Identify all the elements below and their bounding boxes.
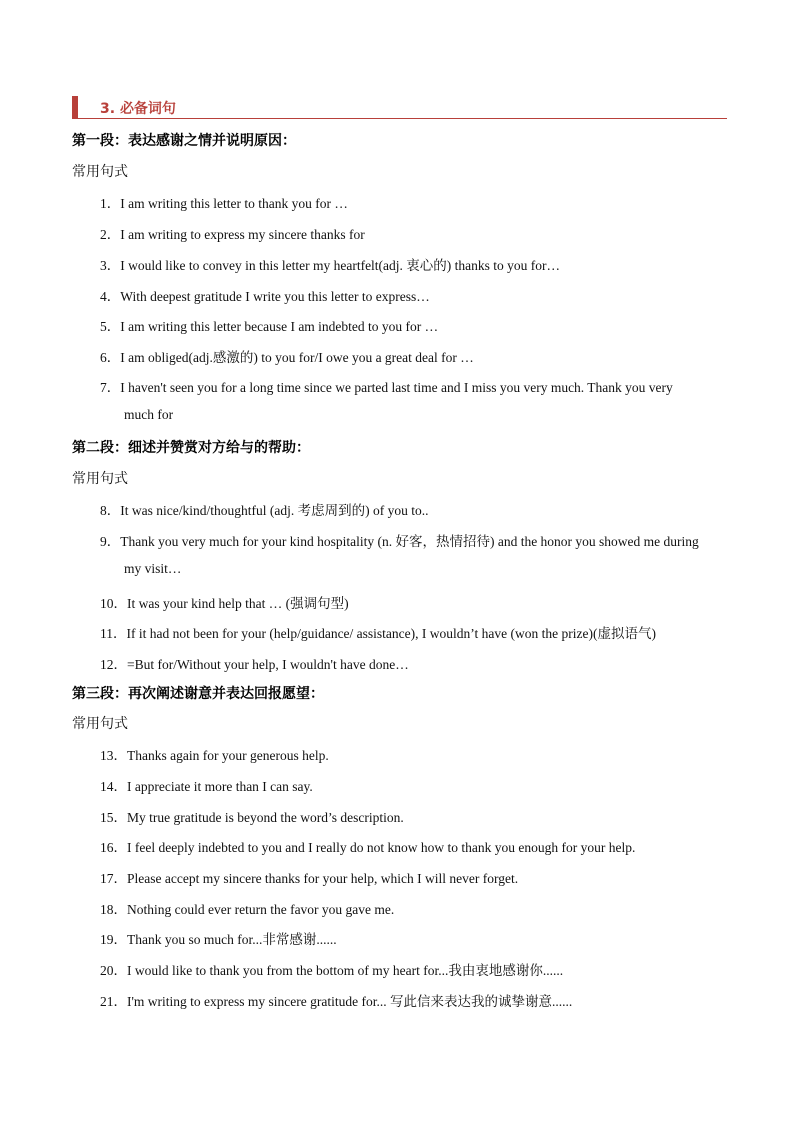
item-number: 13． <box>100 748 127 763</box>
item-text: My true gratitude is beyond the word’s description. <box>127 810 404 825</box>
list-item <box>100 499 428 519</box>
item-number: 19． <box>100 932 127 947</box>
item-number: 12． <box>100 657 127 672</box>
item-number: 4． <box>100 289 121 304</box>
heading-accent-bar <box>72 96 78 118</box>
item-text: I am writing this letter to thank you for … <box>120 196 348 211</box>
list-item <box>100 867 518 887</box>
list-item <box>100 836 635 856</box>
item-text: Thanks again for your generous help. <box>127 748 329 763</box>
section-subtitle-3: 常用句式 <box>72 716 128 732</box>
item-text: I am obliged(adj.感激的) to you for/I owe you a great deal for … <box>120 350 474 365</box>
item-number: 18． <box>100 902 127 917</box>
list-item <box>100 990 572 1010</box>
heading-title-text: 必备词句 <box>119 101 176 117</box>
item-number: 14． <box>100 779 127 794</box>
list-item <box>100 376 673 396</box>
item-number: 21． <box>100 994 127 1009</box>
section-subtitle-2: 常用句式 <box>72 471 128 487</box>
item-text: Thank you so much for...非常感谢...... <box>127 932 337 947</box>
list-item <box>100 223 365 243</box>
heading-number: 3. <box>100 101 116 117</box>
item-continuation: my visit… <box>124 561 182 576</box>
item-number: 3． <box>100 258 121 273</box>
item-continuation: much for <box>124 407 174 422</box>
item-text: If it had not been for your (help/guidance/ assistance), I wouldn’t have (won the prize)(虚拟语气) <box>126 626 656 641</box>
item-text: I appreciate it more than I can say. <box>127 779 313 794</box>
heading-title <box>100 98 176 118</box>
section-title-1: 第一段：表达感谢之情并说明原因： <box>72 133 296 149</box>
item-number: 10． <box>100 596 127 611</box>
item-text: Please accept my sincere thanks for your help, which I will never forget. <box>127 871 519 886</box>
list-item <box>100 622 656 642</box>
item-text: It was nice/kind/thoughtful (adj. 考虑周到的) of you to.. <box>120 503 429 518</box>
section-title-3: 第三段：再次阐述谢意并表达回报愿望： <box>72 686 324 702</box>
list-item <box>100 744 329 764</box>
item-text: I am writing this letter because I am indebted to you for … <box>120 319 439 334</box>
list-item <box>100 898 394 918</box>
item-number: 1． <box>100 196 121 211</box>
item-text: With deepest gratitude I write you this letter to express… <box>120 289 430 304</box>
section-title-2: 第二段：细述并赞赏对方给与的帮助： <box>72 440 310 456</box>
list-item <box>100 653 409 673</box>
list-item <box>100 192 348 212</box>
item-number: 11． <box>100 626 127 641</box>
item-number: 15． <box>100 810 127 825</box>
item-number: 20． <box>100 963 127 978</box>
item-text: It was your kind help that … (强调句型) <box>127 596 349 611</box>
item-text: I haven't seen you for a long time since we parted last time and I miss you very much. Thank you very <box>120 380 673 395</box>
item-text: Thank you very much for your kind hospitality (n. 好客，热情招待) and the honor you showed me during <box>120 534 699 549</box>
list-item <box>100 592 349 612</box>
list-item <box>100 806 404 826</box>
item-text: I'm writing to express my sincere gratitude for... 写此信来表达我的诚挚谢意...... <box>127 994 573 1009</box>
section-subtitle-1: 常用句式 <box>72 164 128 180</box>
list-item <box>100 285 430 305</box>
list-item <box>100 775 313 795</box>
list-item <box>100 928 337 948</box>
item-number: 7． <box>100 380 121 395</box>
section-heading <box>72 96 727 119</box>
item-text: I would like to convey in this letter my heartfelt(adj. 衷心的) thanks to you for… <box>120 258 561 273</box>
item-number: 9． <box>100 534 121 549</box>
item-text: I feel deeply indebted to you and I really do not know how to thank you enough for your help. <box>127 840 636 855</box>
list-item <box>100 959 563 979</box>
list-item <box>100 254 560 274</box>
item-text: I would like to thank you from the bottom of my heart for...我由衷地感谢你...... <box>127 963 564 978</box>
item-number: 6． <box>100 350 121 365</box>
item-number: 5． <box>100 319 121 334</box>
list-item <box>100 346 474 366</box>
item-text: =But for/Without your help, I wouldn't have done… <box>127 657 409 672</box>
item-number: 17． <box>100 871 127 886</box>
item-text: Nothing could ever return the favor you gave me. <box>127 902 395 917</box>
item-number: 16． <box>100 840 127 855</box>
list-item <box>100 315 438 335</box>
item-number: 8． <box>100 503 121 518</box>
item-number: 2． <box>100 227 121 242</box>
list-item <box>100 530 699 550</box>
item-text: I am writing to express my sincere thanks for <box>120 227 365 242</box>
